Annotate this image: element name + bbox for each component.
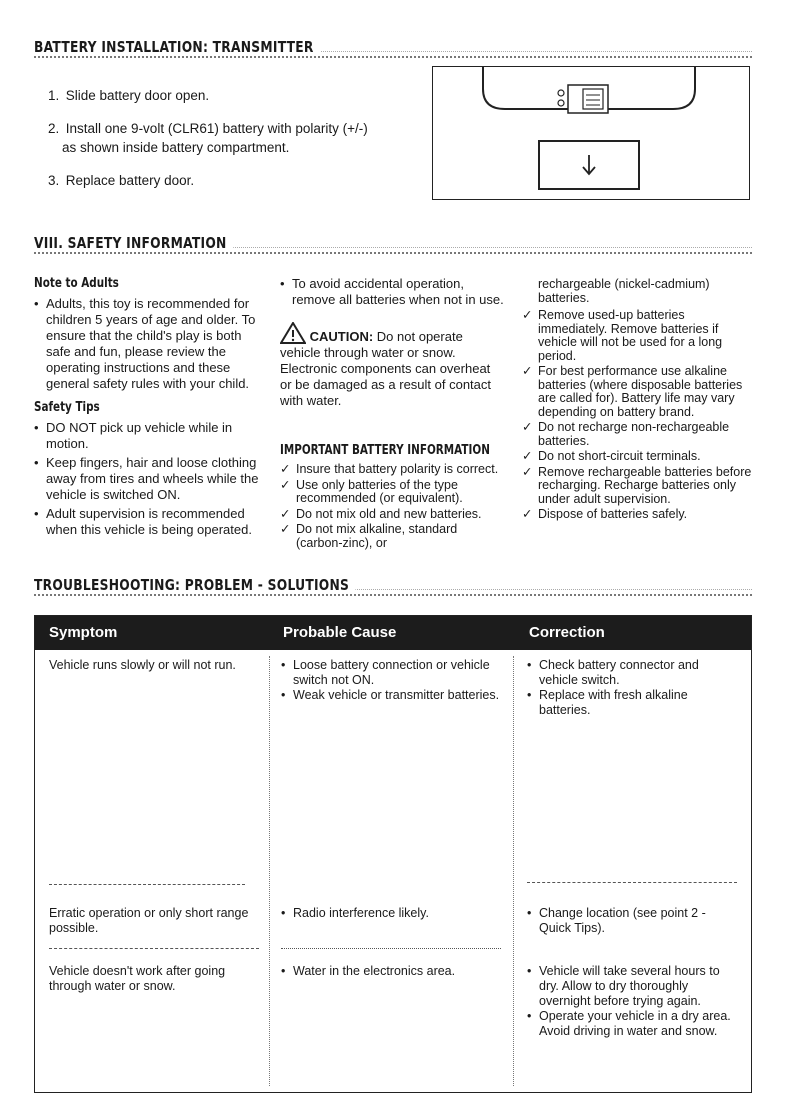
cause-item: • Weak vehicle or transmitter batteries. <box>281 688 503 703</box>
check-icon: ✓ <box>280 522 291 536</box>
row-separator <box>49 948 259 949</box>
safety-tip: • DO NOT pick up vehicle while in motion. <box>34 420 262 452</box>
caution-label: CAUTION: <box>309 329 374 344</box>
header-rule <box>34 594 752 596</box>
symptom-header: Symptom <box>49 624 118 641</box>
troubleshooting-table <box>34 615 752 1093</box>
check-icon: ✓ <box>280 462 291 476</box>
check-icon: ✓ <box>522 464 533 479</box>
header-rule <box>34 252 752 254</box>
step-text: Install one 9-volt (CLR61) battery with polarity (+/-) <box>65 121 368 136</box>
correction-cell <box>527 964 739 1039</box>
battery-info-item: ✓ Do not mix alkaline, standard (carbon-zinc), or <box>280 522 458 550</box>
table-header <box>35 616 751 650</box>
symptom-cell: Vehicle runs slowly or will not run. <box>49 658 236 672</box>
step-number: 1. <box>48 88 60 103</box>
safety-column-1 <box>34 276 262 541</box>
cause-item: • Water in the electronics area. <box>281 964 503 979</box>
trouble-section-header <box>34 574 752 600</box>
correction-item: • Check battery connector and vehicle switch. <box>527 658 739 688</box>
correction-item: • Operate your vehicle in a dry area. Avoid driving in water and snow. <box>527 1009 739 1039</box>
battery-info-item: ✓ Remove used-up batteries immediately. Remove batteries if vehicle will not be used for a long period. <box>522 308 723 363</box>
row-separator <box>49 884 245 885</box>
correction-item: • Replace with fresh alkaline batteries. <box>527 688 739 718</box>
trouble-section-title: TROUBLESHOOTING: PROBLEM - SOLUTIONS <box>34 576 356 594</box>
caution-text: Do not operate vehicle through water or snow. Electronic components can overheat or be damaged as a result of contact with water. <box>280 329 492 408</box>
step-text: Replace battery door. <box>65 173 195 188</box>
safety-tip: • Adult supervision is recommended when this vehicle is being operated. <box>34 506 262 538</box>
row-separator <box>527 882 737 883</box>
step-text-continued: as shown inside battery compartment. <box>62 140 290 155</box>
step-2 <box>48 119 418 157</box>
battery-door-diagram-icon <box>433 67 748 198</box>
safety-tip: • Keep fingers, hair and loose clothing away from tires and wheels while the vehicle is switched ON. <box>34 455 262 503</box>
cause-header: Probable Cause <box>283 624 397 641</box>
remove-batteries-tip: • To avoid accidental operation, remove all batteries when not in use. <box>280 276 505 308</box>
cause-cell <box>281 658 503 703</box>
safety-section-header <box>34 232 752 258</box>
column-divider <box>513 656 514 1086</box>
battery-steps <box>48 86 418 204</box>
battery-info-item: ✓ Remove rechargeable batteries before recharging. Recharge batteries only under adult supervision. <box>522 464 752 506</box>
check-icon: ✓ <box>522 420 533 434</box>
step-text: Slide battery door open. <box>65 88 210 103</box>
check-icon: ✓ <box>522 308 533 322</box>
correction-item: • Vehicle will take several hours to dry. Allow to dry thoroughly overnight before trying again. <box>527 964 739 1009</box>
symptom-cell: Erratic operation or only short range possible. <box>49 906 249 935</box>
battery-section-header <box>34 36 752 62</box>
note-text: • Adults, this toy is recommended for children 5 years of age and older. To ensure that the child's play is both safe and fun, please review the operating instructions and these general safety rules with your child. <box>34 296 262 392</box>
symptom-cell: Vehicle doesn't work after going through water or snow. <box>49 964 226 993</box>
check-icon: ✓ <box>280 477 291 492</box>
battery-info-item: ✓ Insure that battery polarity is correct. <box>280 462 499 476</box>
battery-info-item: ✓ Dispose of batteries safely. <box>522 507 688 521</box>
note-heading: Note to Adults <box>34 276 119 291</box>
battery-info-item: ✓ Do not mix old and new batteries. <box>280 506 482 521</box>
check-icon: ✓ <box>280 506 291 521</box>
safety-column-2 <box>280 276 505 552</box>
cause-item: • Radio interference likely. <box>281 906 503 921</box>
battery-info-heading: IMPORTANT BATTERY INFORMATION <box>280 443 490 458</box>
column-divider <box>269 656 270 1086</box>
battery-door-diagram <box>432 66 750 200</box>
step-3 <box>48 171 418 190</box>
check-icon: ✓ <box>522 449 533 463</box>
warning-triangle-icon <box>280 322 306 344</box>
caution-block <box>280 322 505 409</box>
battery-info-item: ✓ For best performance use alkaline batteries (where disposable batteries are called for). Battery life may vary depending on battery brand. <box>522 364 743 419</box>
cause-item: • Loose battery connection or vehicle switch not ON. <box>281 658 503 688</box>
safety-section-title: VIII. SAFETY INFORMATION <box>34 234 233 252</box>
battery-section-title: BATTERY INSTALLATION: TRANSMITTER <box>34 38 320 56</box>
safety-column-3 <box>522 278 752 524</box>
battery-info-item: ✓ Use only batteries of the type recommended (or equivalent). <box>280 477 463 505</box>
step-number: 3. <box>48 173 60 188</box>
step-1 <box>48 86 418 105</box>
step-number: 2. <box>48 121 60 136</box>
header-rule <box>34 56 752 58</box>
correction-header: Correction <box>529 624 605 641</box>
battery-info-item: ✓ Do not recharge non-rechargeable batteries. <box>522 420 730 448</box>
battery-info-continued: rechargeable (nickel-cadmium) batteries. <box>538 277 710 305</box>
check-icon: ✓ <box>522 364 533 378</box>
correction-cell <box>527 906 739 936</box>
cause-cell <box>281 964 503 979</box>
battery-info-item: ✓ Do not short-circuit terminals. <box>522 449 701 463</box>
check-icon: ✓ <box>522 507 533 521</box>
row-separator <box>281 948 501 949</box>
cause-cell <box>281 906 503 921</box>
correction-cell <box>527 658 739 718</box>
tips-heading: Safety Tips <box>34 400 100 415</box>
correction-item: • Change location (see point 2 - Quick Tips). <box>527 906 739 936</box>
